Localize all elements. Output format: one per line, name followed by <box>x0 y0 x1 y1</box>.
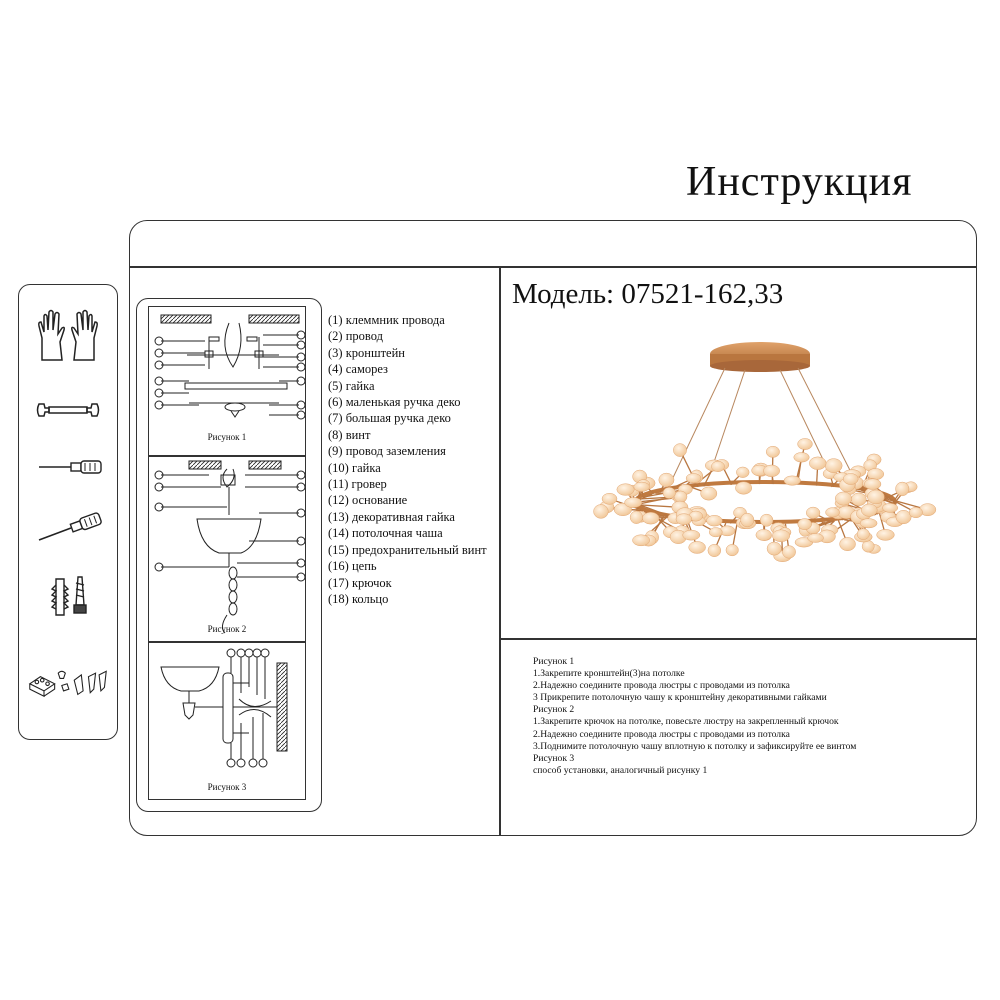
right-divider <box>500 638 976 640</box>
parts-list-item: (9) провод заземления <box>328 444 446 459</box>
chandelier-petal <box>708 544 721 556</box>
chandelier-petal <box>736 467 749 478</box>
chandelier-petal <box>686 473 701 482</box>
chandelier-petal <box>896 482 909 496</box>
installation-instructions <box>533 656 963 777</box>
chandelier-petal <box>630 511 643 524</box>
chandelier-petal <box>602 493 617 504</box>
chandelier-petal <box>877 529 895 540</box>
chandelier-petal <box>763 465 779 477</box>
chandelier-petal <box>735 482 751 495</box>
chandelier-petal <box>634 482 650 491</box>
figure-2-caption: Рисунок 2 <box>207 624 247 634</box>
chandelier-petal <box>896 510 911 524</box>
screwdriver-icon <box>28 458 108 476</box>
figure-1-caption: Рисунок 1 <box>207 432 247 442</box>
gloves-icon <box>28 308 108 362</box>
instruction-line: 2.Надежно соедините провода люстры с проводами из потолка <box>533 728 790 740</box>
chandelier-petal <box>632 535 649 546</box>
chandelier-petal <box>659 473 674 487</box>
chandelier-petal <box>867 490 884 504</box>
anchor-screw-icon <box>28 575 108 619</box>
header-divider <box>130 266 976 268</box>
column-divider <box>499 267 501 836</box>
figure-3-diagram <box>148 642 306 800</box>
chandelier-petal <box>756 529 772 540</box>
chandelier-petal <box>617 484 634 496</box>
chandelier-petal <box>840 537 856 550</box>
parts-list-item: (15) предохранительный винт <box>328 542 487 557</box>
chandelier-image <box>540 334 960 584</box>
chandelier-petal <box>711 461 724 471</box>
chandelier-petal <box>689 541 706 553</box>
chandelier-petal <box>798 519 812 530</box>
chandelier-petal <box>683 530 700 540</box>
chandelier-petal <box>663 487 676 498</box>
parts-list-item: (5) гайка <box>328 378 375 393</box>
screwdriver-angled-icon <box>28 510 108 544</box>
chandelier-petal <box>808 533 824 542</box>
instruction-line: Рисунок 3 <box>533 752 575 764</box>
chandelier-petal <box>826 508 840 518</box>
chandelier-petal <box>766 446 779 457</box>
terminal-block-icon <box>28 664 108 700</box>
chandelier-petal <box>594 505 609 519</box>
parts-list-item: (8) винт <box>328 427 371 442</box>
instruction-line: 3.Поднимите потолочную чашу вплотную к потолку и зафиксируйте ее винтом <box>533 740 857 752</box>
figure-2-diagram <box>148 456 306 642</box>
chandelier-petal <box>674 491 687 502</box>
chandelier-petal <box>798 438 813 449</box>
chandelier-petal <box>882 503 897 512</box>
chandelier-petal <box>741 513 754 527</box>
chandelier-petal <box>625 498 642 508</box>
parts-list-item: (10) гайка <box>328 460 381 475</box>
chandelier-petal <box>760 514 773 526</box>
figure-3-caption: Рисунок 3 <box>207 782 247 792</box>
instruction-line: Рисунок 1 <box>533 656 575 667</box>
parts-list-item: (13) декоративная гайка <box>328 509 455 524</box>
chandelier-petal <box>673 444 686 457</box>
chandelier-petal <box>709 528 722 537</box>
parts-list-item: (4) саморез <box>328 362 388 377</box>
parts-list-item: (18) кольцо <box>328 591 389 606</box>
chandelier-petal <box>707 515 723 526</box>
chandelier-petal <box>782 546 795 559</box>
parts-list-item: (16) цепь <box>328 559 377 574</box>
chandelier-petal <box>835 492 851 505</box>
instruction-line: 1.Закрепите кронштейн(3)на потолке <box>533 668 685 680</box>
parts-list-item: (3) кронштейн <box>328 345 405 360</box>
chandelier-petal <box>843 473 858 484</box>
parts-list-item: (6) маленькая ручка деко <box>328 395 461 410</box>
model-number: Модель: 07521-162,33 <box>512 278 784 310</box>
parts-list-item: (7) большая ручка деко <box>328 411 451 426</box>
instruction-line: 1.Закрепите крючок на потолке, повесьте люстру на закрепленный крючок <box>533 716 839 728</box>
parts-list-item: (12) основание <box>328 493 408 508</box>
chandelier-petal <box>860 519 877 528</box>
chandelier-petal <box>857 529 869 540</box>
chandelier-petal <box>784 476 801 485</box>
chandelier-petal <box>909 507 922 518</box>
chandelier-petal <box>772 530 789 542</box>
instruction-line: Рисунок 2 <box>533 704 575 716</box>
page-title: Инструкция <box>686 159 913 205</box>
chandelier-petal <box>701 487 717 500</box>
parts-list-item: (2) провод <box>328 329 383 344</box>
instruction-line: 2.Надежно соедините провода люстры с проводами из потолка <box>533 680 790 692</box>
chandelier-petal <box>806 507 820 518</box>
chandelier-petal <box>809 457 826 470</box>
parts-list-item: (17) крючок <box>328 575 392 590</box>
chandelier-petal <box>794 452 810 462</box>
chandelier-petal <box>642 512 659 524</box>
chandelier-petal <box>851 493 866 506</box>
chandelier-petal <box>825 459 842 473</box>
chandelier-petal <box>726 544 738 555</box>
wrench-icon <box>28 400 108 420</box>
parts-list-item: (14) потолочная чаша <box>328 526 443 541</box>
chandelier-petal <box>861 504 877 517</box>
instruction-line: способ установки, аналогичный рисунку 1 <box>533 764 708 776</box>
chandelier-petal <box>767 542 781 555</box>
instruction-line: 3 Прикрепите потолочную чашу к кронштейну декоративными гайками <box>533 692 827 704</box>
parts-list-item: (1) клеммник провода <box>328 313 445 327</box>
parts-list <box>328 312 496 607</box>
parts-list-item: (11) гровер <box>328 477 387 492</box>
chandelier-petal <box>864 479 881 490</box>
chandelier-petal <box>676 514 692 525</box>
